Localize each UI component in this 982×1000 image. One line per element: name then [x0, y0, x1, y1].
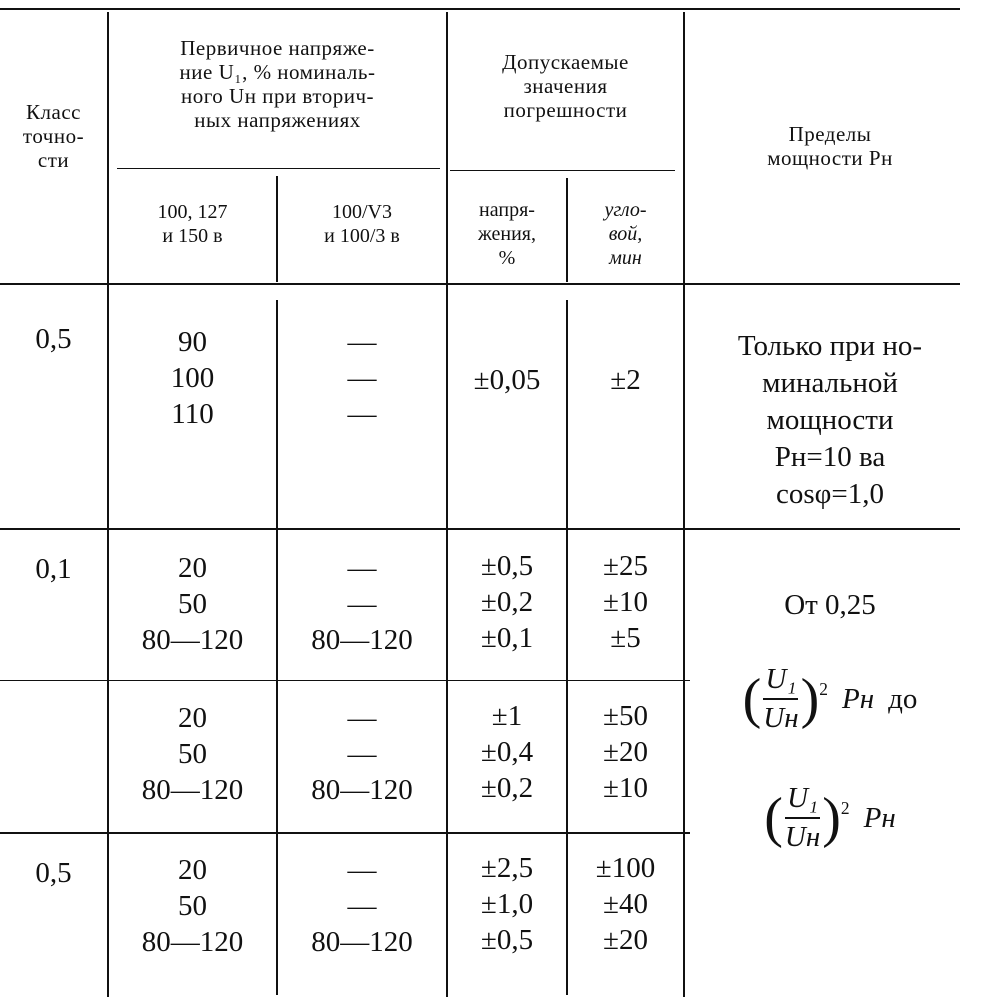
- row2-u1-a: 20 50 80—120: [141, 552, 244, 656]
- row2-err-angle: ±25 ±10 ±5: [603, 550, 648, 654]
- row4-err-angle: ±100 ±40 ±20: [595, 852, 656, 956]
- formula-term-2: ( $\frac{\text{U₁}}{Uн}$ ) $^2$ Pн: [685, 780, 975, 856]
- row3-err-angle: ±50 ±20 ±10: [603, 700, 648, 804]
- row3-u1-b: — — 80—120: [311, 702, 413, 806]
- header-primary-sub-1: 100, 127 и 150 в: [157, 201, 228, 247]
- header-primary-voltage: Первичное напряже- ние U₁, % номиналь- ного Uн при вторич- ных напряжениях: [179, 36, 376, 132]
- row1-power-limits: Только при но- минальной мощности Pн=10 ва cosφ=1,0: [737, 330, 923, 510]
- header-error-group: Допускаемые значения погрешности: [502, 50, 629, 122]
- row1-err-angle: ±2: [610, 364, 641, 396]
- formula-fraction-2: $\frac{\text{U₁}}{Uн}$: [784, 782, 821, 853]
- formula-term-1: ( $\frac{\text{U₁}}{Uн}$ ) $^2$ Pн до: [685, 661, 975, 737]
- col-rule-1: [107, 12, 109, 997]
- header-group-rule-1: [117, 168, 440, 169]
- row3-err-voltage: ±1 ±0,4 ±0,2: [480, 700, 534, 804]
- row1-err-voltage: ±0,05: [473, 364, 541, 396]
- row4-u1-b: — — 80—120: [311, 854, 413, 958]
- header-primary-sub-2: 100/V3 и 100/3 в: [324, 201, 400, 247]
- row4-class: 0,5: [35, 857, 72, 889]
- row1-u1-b: — — —: [347, 326, 377, 430]
- row-rule-2: [0, 680, 690, 681]
- row2-class: 0,1: [35, 553, 72, 585]
- row2-u1-b: — — 80—120: [311, 552, 413, 656]
- row1-u1-a: 90 100 110: [170, 326, 215, 430]
- header-error-voltage: напря- жения, %: [477, 199, 537, 269]
- row3-u1-a: 20 50 80—120: [141, 702, 244, 806]
- row4-u1-a: 20 50 80—120: [141, 854, 244, 958]
- formula-fraction-1: $\frac{\text{U₁}}{Uн}$: [763, 663, 799, 734]
- header-class: Класс точно- сти: [22, 100, 85, 172]
- header-power-limits: Пределы мощности Pн: [767, 122, 893, 170]
- header-error-angle: угло- вой, мин: [604, 199, 647, 269]
- row-rule-3: [0, 832, 690, 834]
- row2-err-voltage: ±0,5 ±0,2 ±0,1: [480, 550, 534, 654]
- row1-class: 0,5: [35, 323, 72, 355]
- header-bottom-rule: [0, 283, 960, 285]
- power-limits-formula: [685, 550, 975, 893]
- row-rule-1: [0, 528, 960, 530]
- header-group-rule-2: [450, 170, 675, 171]
- table-top-rule: [0, 8, 960, 10]
- formula-from-label: От 0,25: [784, 589, 876, 621]
- row4-err-voltage: ±2,5 ±1,0 ±0,5: [480, 852, 534, 956]
